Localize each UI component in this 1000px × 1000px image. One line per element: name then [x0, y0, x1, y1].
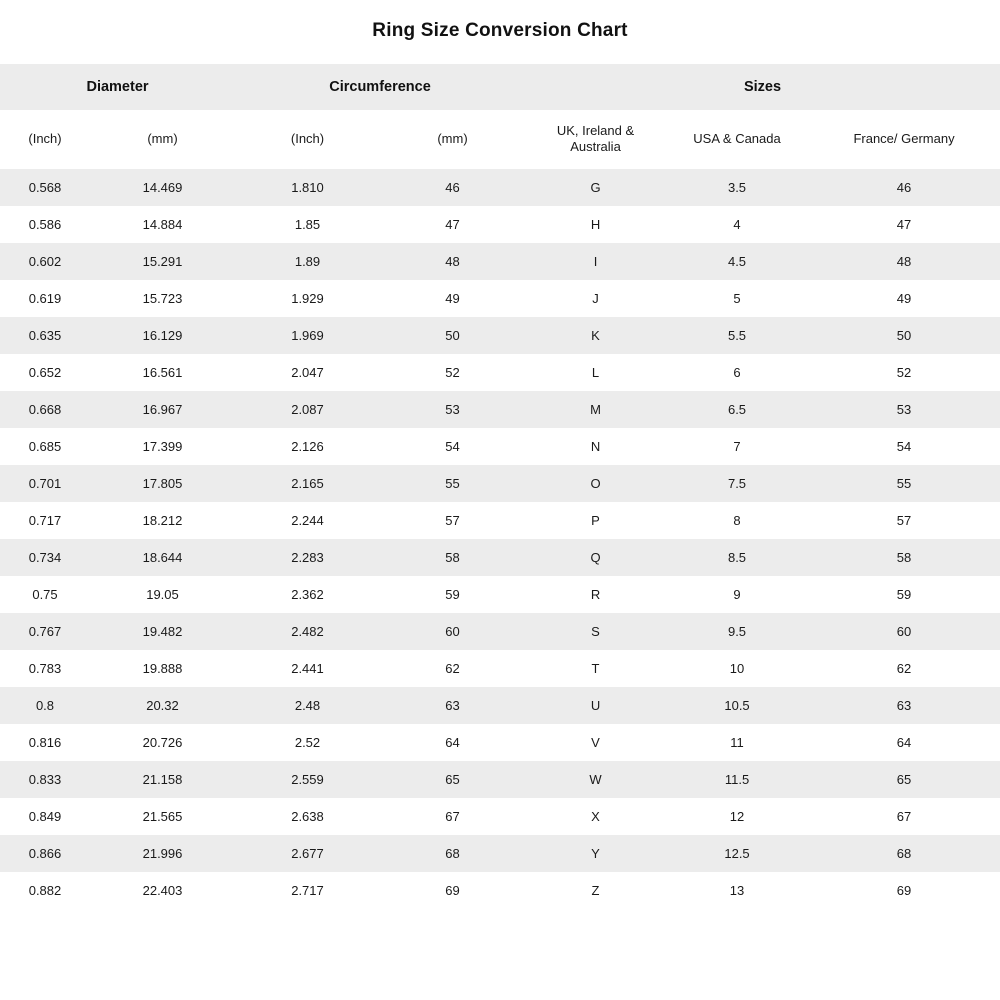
table-cell: 5: [666, 280, 808, 317]
table-cell: 0.8: [0, 687, 90, 724]
table-cell: 59: [808, 576, 1000, 613]
table-cell: I: [525, 243, 666, 280]
table-cell: 0.833: [0, 761, 90, 798]
table-cell: 48: [808, 243, 1000, 280]
table-cell: M: [525, 391, 666, 428]
table-cell: 10: [666, 650, 808, 687]
table-cell: T: [525, 650, 666, 687]
table-cell: 68: [808, 835, 1000, 872]
table-row: [0, 761, 1000, 798]
table-cell: 59: [380, 576, 525, 613]
table-row: [0, 354, 1000, 391]
table-cell: 1.929: [235, 280, 380, 317]
table-cell: 54: [380, 428, 525, 465]
table-cell: 57: [808, 502, 1000, 539]
group-header-cell: Sizes: [525, 64, 1000, 110]
table-cell: 2.52: [235, 724, 380, 761]
table-row: [0, 206, 1000, 243]
table-cell: 8: [666, 502, 808, 539]
column-header-cell: France/ Germany: [808, 110, 1000, 169]
table-cell: 2.244: [235, 502, 380, 539]
table-cell: 65: [380, 761, 525, 798]
table-cell: 17.805: [90, 465, 235, 502]
table-cell: 1.969: [235, 317, 380, 354]
table-row: [0, 391, 1000, 428]
table-cell: H: [525, 206, 666, 243]
table-cell: 48: [380, 243, 525, 280]
table-row: [0, 428, 1000, 465]
table-cell: 17.399: [90, 428, 235, 465]
table-cell: 20.726: [90, 724, 235, 761]
table-cell: 5.5: [666, 317, 808, 354]
table-row: [0, 724, 1000, 761]
table-cell: 49: [808, 280, 1000, 317]
table-cell: V: [525, 724, 666, 761]
table-cell: 2.441: [235, 650, 380, 687]
table-cell: 68: [380, 835, 525, 872]
table-row: [0, 835, 1000, 872]
table-cell: 55: [808, 465, 1000, 502]
table-cell: Q: [525, 539, 666, 576]
table-cell: 63: [808, 687, 1000, 724]
table-cell: 12: [666, 798, 808, 835]
table-cell: 0.701: [0, 465, 90, 502]
table-cell: 12.5: [666, 835, 808, 872]
table-cell: 1.810: [235, 169, 380, 206]
table-row: [0, 613, 1000, 650]
table-cell: K: [525, 317, 666, 354]
table-cell: 65: [808, 761, 1000, 798]
table-cell: 2.559: [235, 761, 380, 798]
table-cell: 67: [380, 798, 525, 835]
table-cell: 50: [380, 317, 525, 354]
table-cell: 0.586: [0, 206, 90, 243]
table-row: [0, 465, 1000, 502]
table-cell: X: [525, 798, 666, 835]
table-cell: 9.5: [666, 613, 808, 650]
table-cell: 2.047: [235, 354, 380, 391]
table-cell: L: [525, 354, 666, 391]
table-cell: 11: [666, 724, 808, 761]
table-cell: 0.652: [0, 354, 90, 391]
ring-size-table: [0, 64, 1000, 909]
table-cell: 0.882: [0, 872, 90, 909]
table-cell: 0.734: [0, 539, 90, 576]
table-cell: 0.619: [0, 280, 90, 317]
table-cell: 15.291: [90, 243, 235, 280]
table-cell: J: [525, 280, 666, 317]
table-header: [0, 64, 1000, 169]
table-cell: P: [525, 502, 666, 539]
table-cell: 2.482: [235, 613, 380, 650]
table-cell: 52: [380, 354, 525, 391]
table-cell: 2.126: [235, 428, 380, 465]
column-header-cell: (mm): [90, 110, 235, 169]
table-cell: U: [525, 687, 666, 724]
table-cell: 3.5: [666, 169, 808, 206]
table-cell: 0.767: [0, 613, 90, 650]
table-cell: 0.568: [0, 169, 90, 206]
table-row: [0, 317, 1000, 354]
table-cell: 9: [666, 576, 808, 613]
group-header-cell: Diameter: [0, 64, 235, 110]
table-cell: 7: [666, 428, 808, 465]
table-cell: 69: [380, 872, 525, 909]
table-body: [0, 169, 1000, 909]
table-cell: 57: [380, 502, 525, 539]
table-row: [0, 798, 1000, 835]
column-header-cell: (Inch): [235, 110, 380, 169]
group-header-cell: Circumference: [235, 64, 525, 110]
table-row: [0, 169, 1000, 206]
table-cell: 47: [380, 206, 525, 243]
table-cell: 22.403: [90, 872, 235, 909]
table-cell: 18.644: [90, 539, 235, 576]
table-cell: 13: [666, 872, 808, 909]
table-cell: 53: [380, 391, 525, 428]
table-cell: 64: [380, 724, 525, 761]
table-cell: 0.816: [0, 724, 90, 761]
table-cell: 14.469: [90, 169, 235, 206]
table-cell: 64: [808, 724, 1000, 761]
table-cell: 0.717: [0, 502, 90, 539]
table-cell: 62: [808, 650, 1000, 687]
table-cell: S: [525, 613, 666, 650]
table-cell: 19.05: [90, 576, 235, 613]
table-cell: 1.85: [235, 206, 380, 243]
table-cell: 46: [808, 169, 1000, 206]
table-cell: 6.5: [666, 391, 808, 428]
table-row: [0, 576, 1000, 613]
table-cell: W: [525, 761, 666, 798]
table-cell: 53: [808, 391, 1000, 428]
table-cell: 4: [666, 206, 808, 243]
table-cell: 6: [666, 354, 808, 391]
table-cell: O: [525, 465, 666, 502]
table-cell: 58: [380, 539, 525, 576]
column-header-cell: (Inch): [0, 110, 90, 169]
table-cell: 62: [380, 650, 525, 687]
table-cell: 0.866: [0, 835, 90, 872]
table-cell: 18.212: [90, 502, 235, 539]
table-cell: 10.5: [666, 687, 808, 724]
table-cell: 16.967: [90, 391, 235, 428]
table-cell: 20.32: [90, 687, 235, 724]
table-cell: 54: [808, 428, 1000, 465]
table-cell: 0.783: [0, 650, 90, 687]
table-cell: 2.362: [235, 576, 380, 613]
table-cell: 7.5: [666, 465, 808, 502]
table-cell: 0.75: [0, 576, 90, 613]
column-header-cell: (mm): [380, 110, 525, 169]
table-row: [0, 872, 1000, 909]
table-cell: 11.5: [666, 761, 808, 798]
table-cell: 58: [808, 539, 1000, 576]
table-cell: 16.561: [90, 354, 235, 391]
table-cell: 50: [808, 317, 1000, 354]
page-title: Ring Size Conversion Chart: [372, 20, 628, 41]
table-cell: Z: [525, 872, 666, 909]
table-row: [0, 687, 1000, 724]
table-cell: N: [525, 428, 666, 465]
table-cell: 19.482: [90, 613, 235, 650]
table-cell: 49: [380, 280, 525, 317]
table-row: [0, 243, 1000, 280]
table-cell: 55: [380, 465, 525, 502]
table-cell: Y: [525, 835, 666, 872]
table-cell: 0.602: [0, 243, 90, 280]
table-sub-header-row: [0, 110, 1000, 169]
table-cell: 0.668: [0, 391, 90, 428]
table-cell: 2.48: [235, 687, 380, 724]
table-cell: 19.888: [90, 650, 235, 687]
table-row: [0, 280, 1000, 317]
table-cell: 60: [808, 613, 1000, 650]
table-cell: 14.884: [90, 206, 235, 243]
table-cell: 4.5: [666, 243, 808, 280]
table-cell: 67: [808, 798, 1000, 835]
table-cell: 2.638: [235, 798, 380, 835]
table-cell: 2.717: [235, 872, 380, 909]
table-cell: 2.283: [235, 539, 380, 576]
table-cell: R: [525, 576, 666, 613]
table-cell: 47: [808, 206, 1000, 243]
table-cell: 0.685: [0, 428, 90, 465]
table-cell: 52: [808, 354, 1000, 391]
table-cell: 0.635: [0, 317, 90, 354]
column-header-cell: USA & Canada: [666, 110, 808, 169]
table-group-header-row: [0, 64, 1000, 110]
table-cell: 21.565: [90, 798, 235, 835]
table-cell: 21.158: [90, 761, 235, 798]
table-row: [0, 650, 1000, 687]
table-cell: 60: [380, 613, 525, 650]
table-row: [0, 539, 1000, 576]
table-cell: 8.5: [666, 539, 808, 576]
table-cell: 15.723: [90, 280, 235, 317]
column-header-cell: UK, Ireland & Australia: [525, 110, 666, 169]
table-cell: G: [525, 169, 666, 206]
table-cell: 21.996: [90, 835, 235, 872]
table-cell: 2.165: [235, 465, 380, 502]
table-cell: 16.129: [90, 317, 235, 354]
table-cell: 2.087: [235, 391, 380, 428]
table-cell: 0.849: [0, 798, 90, 835]
table-cell: 2.677: [235, 835, 380, 872]
table-cell: 46: [380, 169, 525, 206]
table-cell: 1.89: [235, 243, 380, 280]
table-row: [0, 502, 1000, 539]
table-cell: 63: [380, 687, 525, 724]
table-cell: 69: [808, 872, 1000, 909]
